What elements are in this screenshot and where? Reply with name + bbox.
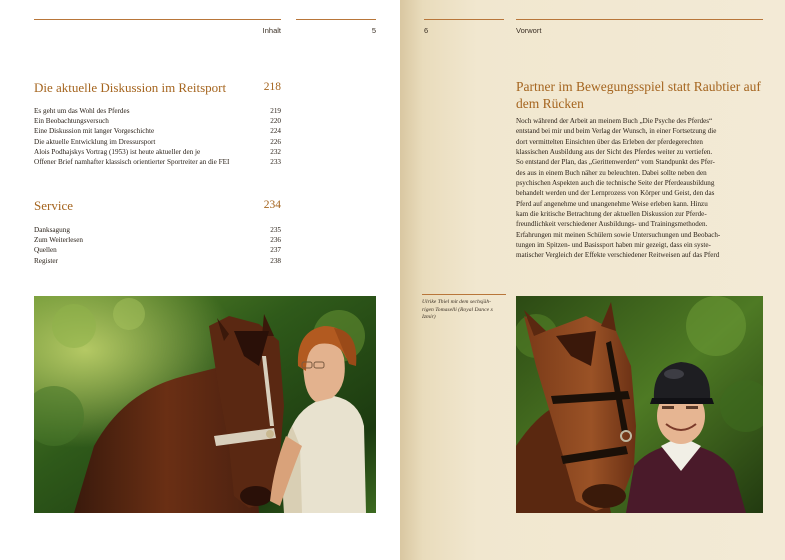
header-rule-left-page-number	[296, 19, 376, 20]
body-line: freundlichkeit verschiedener Ausbildungs- und Trainingsmethoden.	[516, 220, 708, 229]
caption-line: rigen Tomaselli (Royal Dance x	[422, 306, 493, 313]
toc-entry-page: 238	[270, 256, 281, 265]
toc-entry[interactable]	[34, 106, 281, 116]
toc-entry-label: Quellen	[34, 246, 57, 255]
body-line: kam die kritische Betrachtung der aktuellen Diskussion zur Pferde-	[516, 210, 707, 219]
toc-entry-label: Zum Weiterlesen	[34, 236, 83, 245]
toc-entry[interactable]	[34, 137, 281, 147]
caption-rule	[422, 294, 506, 295]
section-page: 234	[263, 199, 281, 211]
body-line: des aus in einem Buch näher zu beleuchten. Dabei sollte neben den	[516, 168, 707, 177]
photo-rider-with-horse	[516, 296, 763, 513]
section-title: Service	[34, 198, 73, 213]
caption-line: Izmir)	[422, 314, 436, 321]
toc-entry[interactable]	[34, 116, 281, 126]
toc-entry[interactable]	[34, 147, 281, 157]
toc-list-discussion	[34, 106, 281, 167]
toc-entry[interactable]	[34, 235, 281, 245]
toc-entry[interactable]	[34, 126, 281, 136]
body-line: tungen im Spitzen- und Basissport haben mir gezeigt, dass ein syste-	[516, 241, 711, 250]
toc-entry-label: Danksagung	[34, 226, 70, 234]
body-line: psychischen Aspekten auch die technische Seite der Pferdeausbildung	[516, 179, 715, 188]
toc-entry-page: 219	[270, 107, 281, 115]
body-text	[516, 116, 766, 261]
toc-entry-page: 226	[270, 137, 281, 146]
body-line: entstand bei mir und beim Verlag der Wunsch, in einer Fortsetzung die	[516, 127, 717, 136]
photo-woman-with-horse-illustration	[34, 296, 376, 513]
caption-line: Ulrike Thiel mit dem sechsjäh-	[422, 299, 491, 305]
toc-entry[interactable]	[34, 157, 281, 167]
chapter-heading: Partner im Bewegungsspiel statt Raubtier auf dem Rücken	[516, 79, 761, 111]
body-line: Noch während der Arbeit an meinem Buch „Die Psyche des Pferdes“	[516, 117, 713, 125]
header-rule-right	[516, 19, 763, 20]
toc-entry-label: Eine Diskussion mit langer Vorgeschichte	[34, 127, 155, 136]
toc-entry-label: Ein Beobachtungsversuch	[34, 117, 109, 126]
body-line: So entstand der Plan, das „Gerittenwerden“ vom Standpunkt des Pfer-	[516, 158, 715, 167]
toc-entry-page: 220	[270, 117, 281, 126]
toc-entry-label: Alois Podhajskys Vortrag (1953) ist heute aktueller den je	[34, 147, 201, 156]
body-line: behandelt werden und der Lernprozess von Körper und Geist, den das	[516, 189, 715, 198]
toc-entry-label: Es geht um das Wohl des Pferdes	[34, 107, 130, 115]
toc-entry-label: Die aktuelle Entwicklung im Dressursport	[34, 137, 156, 146]
body-line: Pferd auf angenehme und unangenehme Weise erleben kann. Hinzu	[516, 199, 708, 208]
toc-entry[interactable]	[34, 225, 281, 235]
toc-entry-page: 233	[270, 157, 281, 166]
photo-rider-with-horse-illustration	[516, 296, 763, 513]
toc-entry-page: 235	[270, 226, 281, 234]
toc-entry-page: 236	[270, 236, 281, 245]
toc-entry-page: 237	[270, 246, 281, 255]
toc-entry-label: Offener Brief namhafter klassisch orientierter Sportreiter an die FEI	[34, 157, 230, 166]
toc-entry-label: Register	[34, 256, 58, 265]
body-line: Erfahrungen mit meinen Schülern sowie Untersuchungen und Beobach-	[516, 230, 721, 239]
section-page: 218	[263, 81, 281, 93]
page-number-left: 5	[371, 26, 376, 35]
toc-entry-page: 232	[270, 147, 281, 156]
photo-caption	[422, 299, 510, 322]
running-head-left: Inhalt	[262, 26, 281, 35]
toc-entry[interactable]	[34, 256, 281, 266]
body-line: matischer Vergleich der Effekte verschiedener Reitweisen auf das Pferd	[516, 251, 720, 260]
running-head-right: Vorwort	[516, 26, 542, 35]
page-number-right: 6	[424, 26, 429, 35]
header-rule-left	[34, 19, 281, 20]
header-rule-right-page-number	[424, 19, 504, 20]
toc-entry[interactable]	[34, 245, 281, 255]
photo-woman-with-horse	[34, 296, 376, 513]
toc-entry-page: 224	[270, 127, 281, 136]
section-title: Die aktuelle Diskussion im Reitsport	[34, 80, 227, 95]
body-line: dort vermittelten Einsichten über das Erleben der pferdegerechten	[516, 137, 703, 146]
body-line: klassischen Ausbildung aus der Sicht des Pferdes weiter zu vertiefen.	[516, 148, 713, 157]
toc-list-service	[34, 225, 281, 266]
